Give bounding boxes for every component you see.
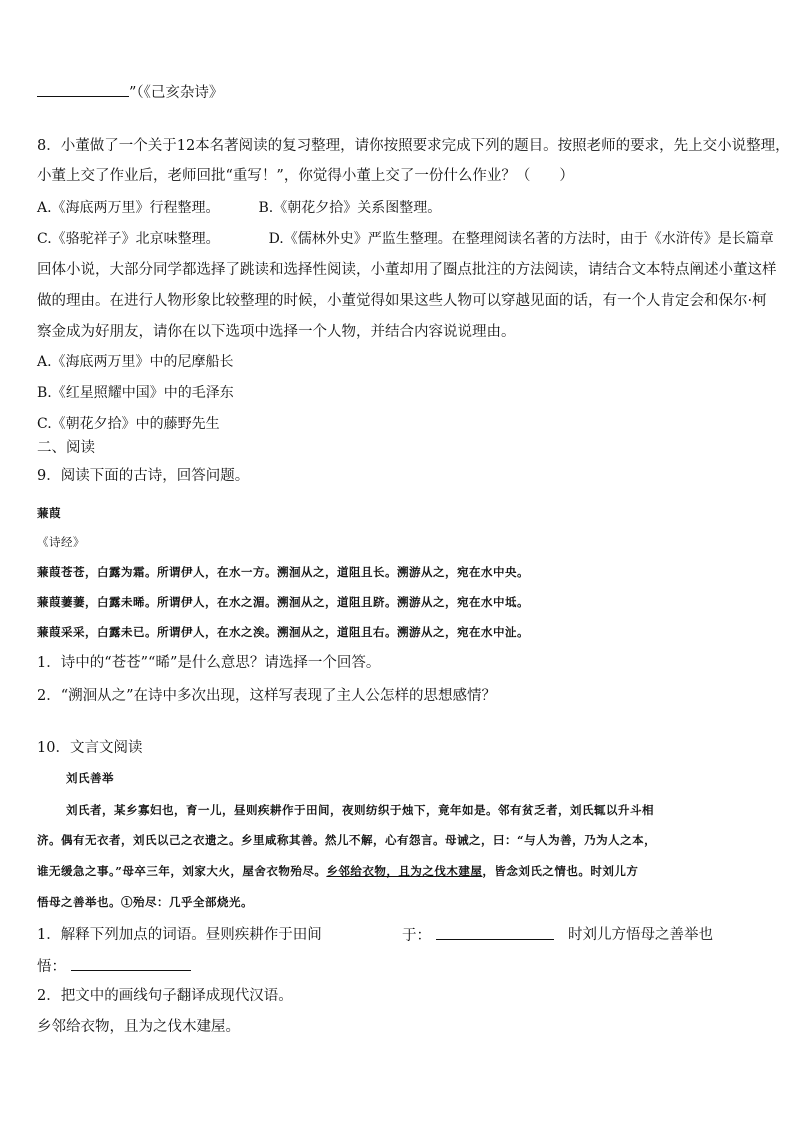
q8-choice-a: A.《海底两万里》中的尼摩船长 [37,354,234,370]
q10-sub1-phrase2: 时刘儿方悟母之善举也 [568,927,713,943]
q8-option-c: C.《骆驼祥子》北京味整理。 [37,231,220,247]
poem-stanza-3: 蒹葭采采，白露未已。所谓伊人，在水之涘。溯洄从之，道阻且右。溯游从之，宛在水中沚。 [37,625,529,639]
q8-para4: 察金成为好朋友，请你在以下选项中选择一个人物，并结合内容说说理由。 [37,324,516,340]
answer-blank[interactable] [37,82,129,97]
q10-sub2-sentence: 乡邻给衣物，且为之伐木建屋。 [37,1019,240,1035]
q7-tail-suffix: ”（《己亥杂诗》 [129,85,224,101]
q10-sub1-yu [402,925,554,946]
q8-line1: 8．小董做了一个关于12本名著阅读的复习整理，请你按照要求完成下列的题目。按照老师的要求，先上交小说整理， [37,138,790,154]
poem-stanza-2: 蒹葭萋萋，白露未晞。所谓伊人，在水之湄。溯洄从之，道阻且跻。溯游从之，宛在水中坻。 [37,595,529,609]
answer-blank[interactable] [71,956,191,971]
q10-para-line3-post: ，皆念刘氏之情也。时刘儿方 [482,864,639,878]
q8-para2: 回体小说，大部分同学都选择了跳读和选择性阅读，小董却用了圈点批注的方法阅读，请结合文本特点阐述小董这样 [37,262,777,278]
q10-sub1-text: 1．解释下列加点的词语。昼则疾耕作于田间 [37,927,322,943]
q10-sub2: 2．把文中的画线句子翻译成现代汉语。 [37,988,293,1004]
q10-para-line2: 济。偶有无衣者，刘氏以己之衣遗之。乡里咸称其善。然儿不解，心有怨言。母诫之，曰：“与人为善，乃为人之本， [37,833,657,847]
q10-sub1-line [37,925,322,945]
section-heading: 二、阅读 [37,440,95,456]
q7-tail-line [37,82,223,103]
q8-option-a: A.《海底两万里》行程整理。 [37,200,220,216]
q10-para-line4: 悟母之善举也。①殆尽：几乎全部烧光。 [37,895,253,909]
q10-underlined-sentence: 乡邻给衣物，且为之伐木建屋 [326,864,483,878]
q8-options-ab [37,198,441,218]
q9-sub2: 2．“溯洄从之”在诗中多次出现，这样写表现了主人公怎样的思想感情？ [37,688,497,704]
q10-para-line3-pre: 谁无缓急之事。”母卒三年，刘家大火，屋舍衣物殆尽。 [37,864,327,878]
q8-option-d: D.《儒林外史》严监生整理。在整理阅读名著的方法时，由于《水浒传》是长篇章 [268,231,774,247]
poem-title: 蒹葭 [37,506,61,520]
q10-para-line1: 刘氏者，某乡寡妇也，育一儿，昼则疾耕作于田间，夜则纺织于烛下，竟年如是。邻有贫乏者，刘氏辄以升斗相 [66,803,654,817]
q8-option-b: B.《朝花夕拾》关系图整理。 [258,200,442,216]
q8-para3: 做的理由。在进行人物形象比较整理的时候，小董觉得如果这些人物可以穿越见面的话，有一个人肯定会和保尔·柯 [37,293,767,309]
q10-sub1-wu-label: 悟： [37,959,66,975]
q10-para-line3 [37,861,638,881]
q10-title: 刘氏善举 [66,771,114,785]
q8-options-cd [37,229,774,249]
poem-stanza-1: 蒹葭苍苍，白露为霜。所谓伊人，在水一方。溯洄从之，道阻且长。溯游从之，宛在水中央。 [37,565,529,579]
q8-line2: 小董上交了作业后，老师回批“重写！”，你觉得小董上交了一份什么作业？（ ） [37,168,574,184]
q9-intro: 9．阅读下面的古诗，回答问题。 [37,468,250,484]
q10-sub1-yu-label: 于： [402,928,431,944]
answer-blank[interactable] [436,925,554,940]
poem-source: 《诗经》 [37,535,85,549]
q8-choice-c: C.《朝花夕拾》中的藤野先生 [37,416,220,432]
q10-heading: 10．文言文阅读 [37,740,143,756]
q10-sub1-wu [37,956,191,977]
q9-sub1: 1．诗中的“苍苍”“晞”是什么意思？请选择一个回答。 [37,655,381,671]
q8-choice-b: B.《红星照耀中国》中的毛泽东 [37,385,234,401]
